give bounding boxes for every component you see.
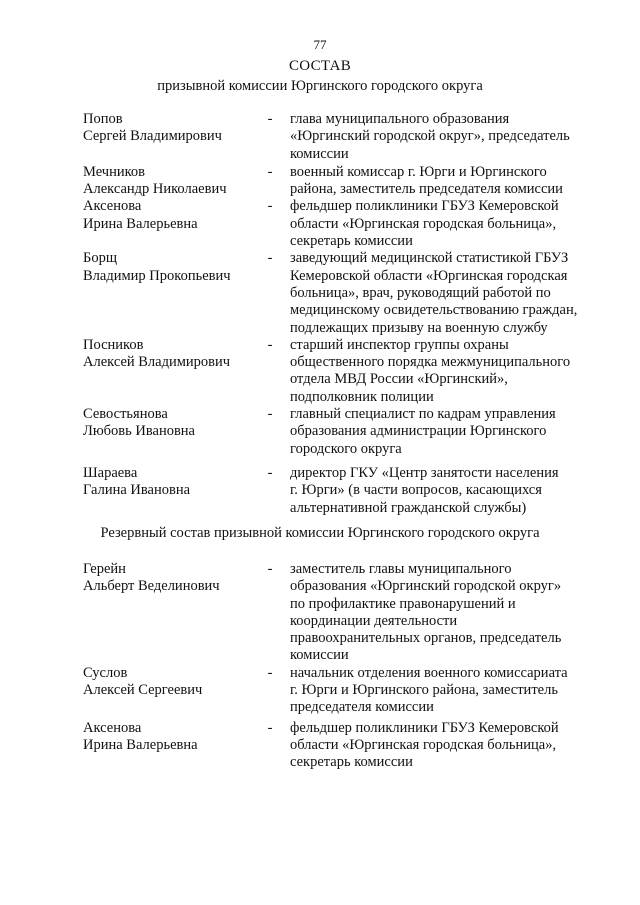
member-dash: - [267,336,273,353]
member-dash: - [267,719,273,736]
member-dash: - [267,561,273,577]
member-dash: - [267,664,273,681]
member-role: заведующий медицинской статистикой ГБУЗ Кемеровской области «Юргинская городская больница», врач, руководящий работой по медицинскому освидетельствованию граждан, подлежащих призыву на военную службу [290,250,578,336]
reserve-member-entry [0,720,640,772]
member-name: Шараева Галина Ивановна [83,464,191,499]
member-role: фельдшер поликлиники ГБУЗ Кемеровской области «Юргинская городская больница», секретарь комиссии [290,719,559,771]
member-role: глава муниципального образования «Юргинский городской округ», председатель комиссии [290,111,570,162]
member-name: Мечников Александр Николаевич [83,163,227,198]
member-dash: - [267,163,273,180]
member-role: военный комиссар г. Юрги и Юргинского района, заместитель председателя комиссии [290,163,563,198]
reserve-section-title: Резервный состав призывной комиссии Юргинского городского округа [100,525,540,541]
member-entry [0,465,640,517]
member-name: Попов Сергей Владимирович [83,111,222,145]
member-entry [0,164,640,199]
member-entry [0,198,640,250]
member-name: Герейн Альберт Веделинович [83,561,220,595]
reserve-member-entry [0,665,640,717]
member-role: фельдшер поликлиники ГБУЗ Кемеровской области «Юргинская городская больница», секретарь комиссии [290,198,559,250]
document-title: СОСТАВ [288,58,352,74]
document-subtitle: призывной комиссии Юргинского городского округа [157,78,483,94]
member-role: главный специалист по кадрам управления образования администрации Юргинского городского округа [290,406,556,457]
member-dash: - [267,111,273,127]
member-dash: - [267,464,273,481]
member-dash: - [267,250,273,267]
main-members-list [0,111,640,517]
member-name: Суслов Алексей Сергеевич [83,664,203,699]
member-role: директор ГКУ «Центр занятости населения г. Юрги» (в части вопросов, касающихся альтернативной гражданской службы) [290,464,559,516]
member-name: Борщ Владимир Прокопьевич [83,250,231,284]
member-name: Посников Алексей Владимирович [83,336,231,371]
member-name: Аксенова Ирина Валерьевна [83,719,198,753]
member-name: Севостьянова Любовь Ивановна [83,406,195,440]
member-name: Аксенова Ирина Валерьевна [83,198,198,232]
member-role: заместитель главы муниципального образования «Юргинский городской округ» по профилактике правонарушений и координации деятельности правоохранительных органов, председатель комиссии [290,561,562,664]
member-entry [0,111,640,163]
member-entry [0,337,640,406]
member-role: начальник отделения военного комиссариата г. Юрги и Юргинского района, заместитель председателя комиссии [290,664,568,716]
member-dash: - [267,406,273,423]
member-role: старший инспектор группы охраны общественного порядка межмуниципального отдела МВД России «Юргинский», подполковник полиции [290,336,571,405]
member-entry [0,406,640,458]
member-dash: - [267,198,273,215]
reserve-member-entry [0,561,640,665]
member-entry [0,250,640,336]
reserve-members-list [0,561,640,772]
page-number: 77 [313,37,327,52]
